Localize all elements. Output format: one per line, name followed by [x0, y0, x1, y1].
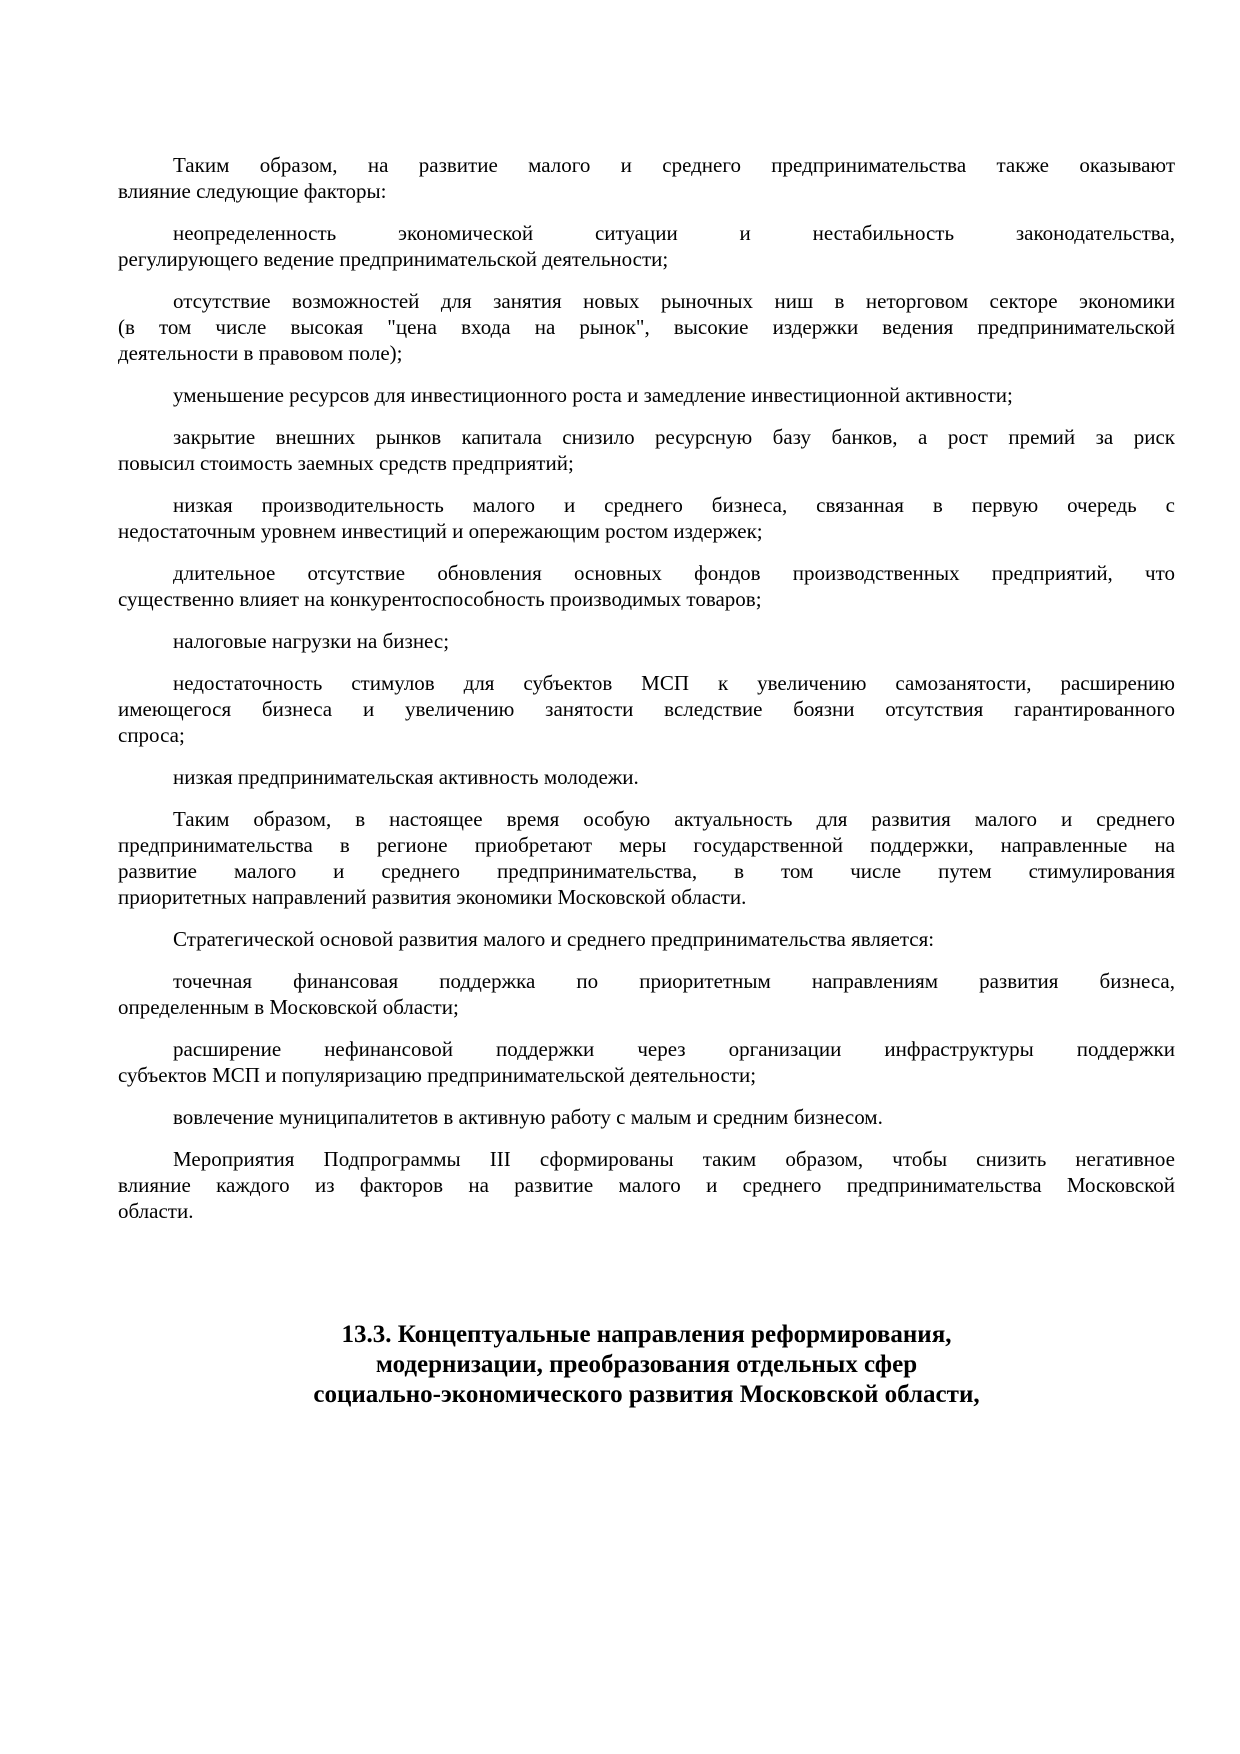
text-line: отсутствие возможностей для занятия новых рыночных ниш в неторговом секторе экономики	[173, 289, 1175, 313]
text-line: закрытие внешних рынков капитала снизило ресурсную базу банков, а рост премий за риск	[173, 425, 1175, 449]
text-line: влияние следующие факторы:	[118, 179, 387, 203]
text-line: уменьшение ресурсов для инвестиционного роста и замедление инвестиционной активности;	[173, 383, 1013, 407]
text-line: низкая производительность малого и среднего бизнеса, связанная в первую очередь с	[173, 493, 1175, 517]
text-line: длительное отсутствие обновления основных фондов производственных предприятий, что	[173, 561, 1175, 585]
text-line: низкая предпринимательская активность молодежи.	[173, 765, 639, 789]
paragraph	[118, 764, 1175, 790]
heading-line: 13.3. Концептуальные направления реформирования,	[341, 1321, 952, 1348]
paragraph	[118, 152, 1175, 204]
paragraph	[118, 628, 1175, 654]
text-line: (в том числе высокая "цена входа на рынок", высокие издержки ведения предпринимательской	[118, 315, 1175, 339]
text-line: Стратегической основой развития малого и среднего предпринимательства является:	[173, 927, 935, 951]
text-line: Таким образом, на развитие малого и среднего предпринимательства также оказывают	[173, 153, 1175, 177]
text-line: налоговые нагрузки на бизнес;	[173, 629, 450, 653]
text-line: неопределенность экономической ситуации и нестабильность законодательства,	[173, 221, 1175, 245]
paragraph	[118, 670, 1175, 748]
paragraph	[118, 560, 1175, 612]
text-line: деятельности в правовом поле);	[118, 341, 403, 365]
text-line: точечная финансовая поддержка по приоритетным направлениям развития бизнеса,	[173, 969, 1175, 993]
paragraph	[118, 1146, 1175, 1224]
text-line: субъектов МСП и популяризацию предпринимательской деятельности;	[118, 1063, 757, 1087]
text-line: Мероприятия Подпрограммы III сформированы таким образом, чтобы снизить негативное	[173, 1147, 1175, 1171]
text-line: повысил стоимость заемных средств предприятий;	[118, 451, 574, 475]
text-line: влияние каждого из факторов на развитие малого и среднего предпринимательства Московской	[118, 1173, 1175, 1197]
heading-line: модернизации, преобразования отдельных сфер	[375, 1351, 918, 1378]
text-line: развитие малого и среднего предпринимательства, в том числе путем стимулирования	[118, 859, 1175, 883]
text-line: расширение нефинансовой поддержки через организации инфраструктуры поддержки	[173, 1037, 1175, 1061]
paragraph	[118, 424, 1175, 476]
text-line: спроса;	[118, 723, 185, 747]
text-line: приоритетных направлений развития экономики Московской области.	[118, 885, 747, 909]
text-line: вовлечение муниципалитетов в активную работу с малым и средним бизнесом.	[173, 1105, 883, 1129]
text-line: определенным в Московской области;	[118, 995, 459, 1019]
text-line: имеющегося бизнеса и увеличению занятости вследствие боязни отсутствия гарантированного	[118, 697, 1175, 721]
paragraph	[118, 288, 1175, 366]
paragraph	[118, 492, 1175, 544]
text-line: регулирующего ведение предпринимательской деятельности;	[118, 247, 669, 271]
paragraph	[118, 382, 1175, 408]
paragraph	[118, 220, 1175, 272]
document-body	[118, 152, 1175, 1240]
text-line: недостаточность стимулов для субъектов МСП к увеличению самозанятости, расширению	[173, 671, 1175, 695]
heading-line: социально-экономического развития Московской области,	[313, 1381, 980, 1408]
paragraph	[118, 1104, 1175, 1130]
paragraph	[118, 1036, 1175, 1088]
paragraph	[118, 806, 1175, 910]
text-line: области.	[118, 1199, 194, 1223]
paragraph	[118, 926, 1175, 952]
text-line: предпринимательства в регионе приобретают меры государственной поддержки, направленные на	[118, 833, 1175, 857]
paragraph	[118, 968, 1175, 1020]
text-line: существенно влияет на конкурентоспособность производимых товаров;	[118, 587, 762, 611]
text-line: Таким образом, в настоящее время особую актуальность для развития малого и среднего	[173, 807, 1175, 831]
text-line: недостаточным уровнем инвестиций и опережающим ростом издержек;	[118, 519, 763, 543]
section-heading	[118, 1320, 1175, 1410]
